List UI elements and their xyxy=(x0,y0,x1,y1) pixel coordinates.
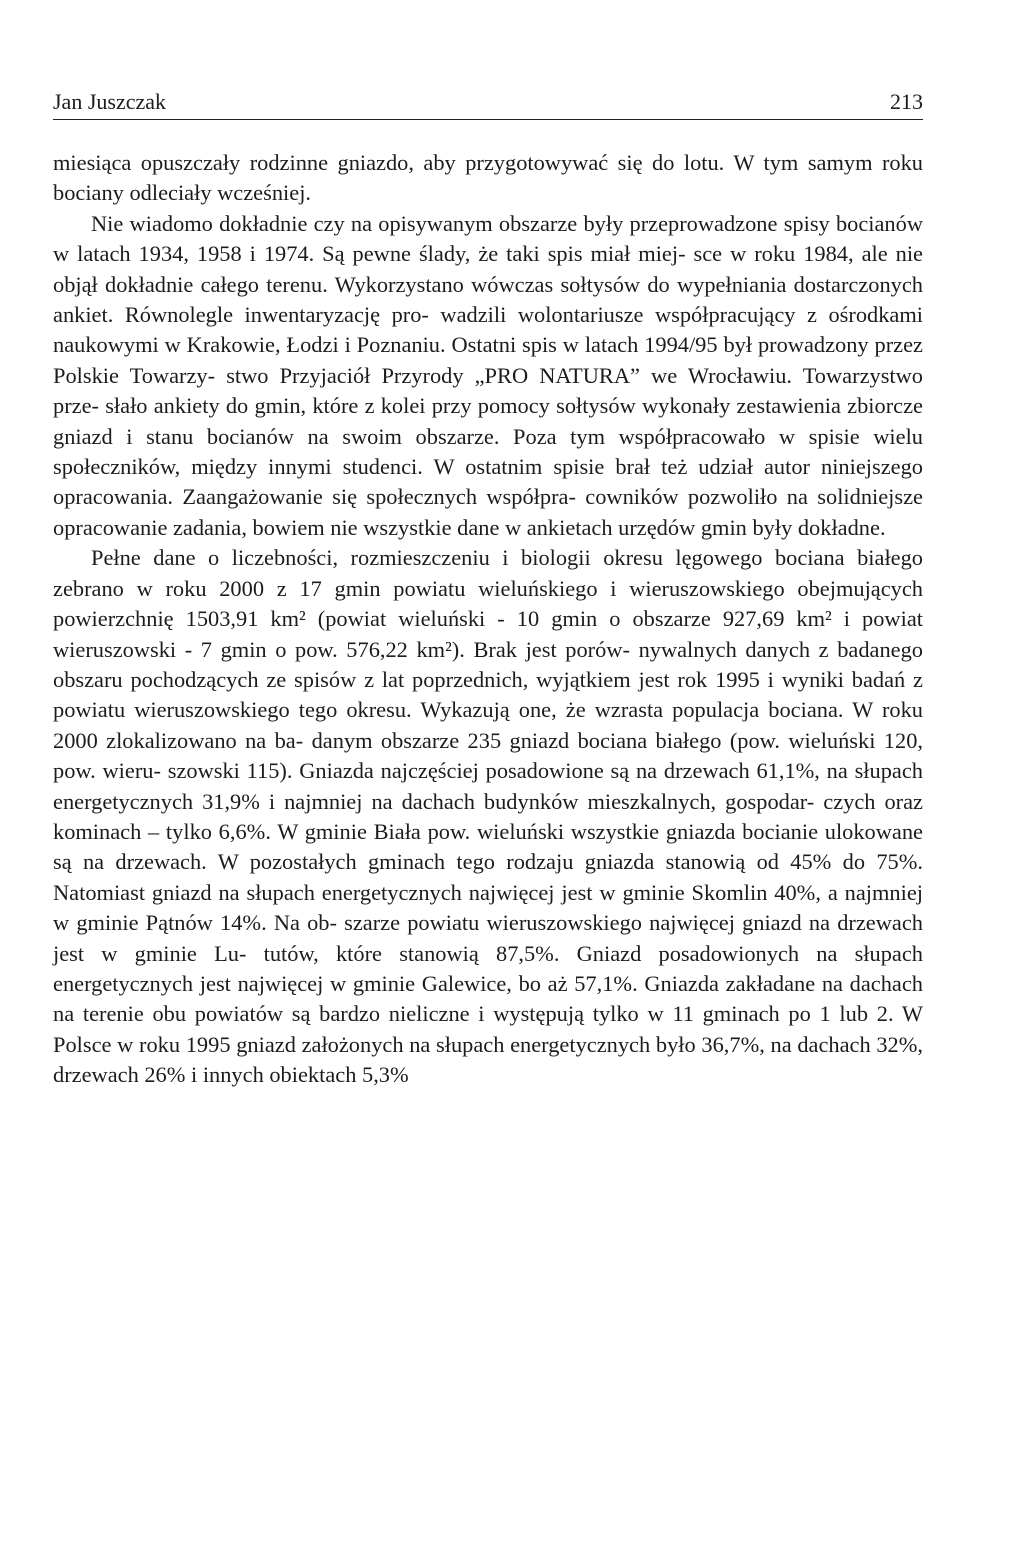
text-line: stwo Przyjaciół Przyrody „PRO NATURA” we Wrocławiu. Towarzystwo prze- xyxy=(53,362,923,419)
text-line: gniazda bocianie ulokowane są na drzewach. W pozostałych gminach tego rodzaju xyxy=(53,818,923,875)
text-line: Wykazują one, że wzrasta populacja bociana. W roku 2000 zlokalizowano na ba- xyxy=(53,697,923,753)
text-line: obejmujących powierzchnię 1503,91 km² (powiat wieluński - 10 gmin o obszarze xyxy=(53,575,923,632)
text-line: Nie wiadomo dokładnie czy na opisywanym obszarze były przeprowadzone xyxy=(91,210,778,236)
text-line: 36,7%, na dachach 32%, drzewach 26% i innych obiektach 5,3% xyxy=(53,1031,923,1088)
text-line: gniazda stanowią od 45% do 75%. Natomiast gniazd na słupach energetycznych xyxy=(53,849,923,905)
text-line: jest najwięcej w gminie Galewice, bo aż 57,1%. Gniazda zakładane na dachach na xyxy=(53,970,923,1027)
text-line: i Poznaniu. Ostatni spis w latach 1994/95 był prowadzony przez Polskie Towarzy- xyxy=(53,332,923,388)
text-line: cowników pozwoliło na solidniejsze opracowanie zadania, bowiem nie wszystkie xyxy=(53,484,923,540)
text-line: 2. W Polsce w roku 1995 gniazd założonych na słupach energetycznych było xyxy=(53,1001,923,1057)
text-line: samym roku bociany odleciały wcześniej. xyxy=(53,150,923,206)
running-head xyxy=(53,88,923,120)
text-line: czych oraz kominach – tylko 6,6%. W gminie Biała pow. wieluński wszystkie xyxy=(53,788,923,844)
page-number: 213 xyxy=(890,89,923,114)
text-line: udział autor niniejszego opracowania. Zaangażowanie się społecznych współpra- xyxy=(53,454,923,510)
text-line: słało ankiety do gmin, które z kolei przy pomocy sołtysów wykonały zestawienia xyxy=(105,393,841,419)
text-line: szowski 115). Gniazda najczęściej posadowione są na drzewach 61,1%, na słupach xyxy=(167,758,923,784)
text-line: terenie obu powiatów są bardzo nieliczne i występują tylko w 11 gminach po 1 lub xyxy=(82,1001,869,1027)
text-line: Pełne dane o liczebności, rozmieszczeniu i biologii okresu lęgowego bociana xyxy=(91,545,845,571)
book-page xyxy=(53,88,923,1091)
text-line: 927,69 km² i powiat wieruszowski - 7 gmin o pow. 576,22 km²). Brak jest porów- xyxy=(53,606,923,662)
text-line: zbiorcze gniazd i stanu bocianów na swoim obszarze. Poza tym współpracowało w xyxy=(53,393,923,449)
text-line: sołtysów do wypełniania dostarczonych ankiet. Równolegle inwentaryzację pro- xyxy=(53,271,923,328)
text-line: spisie wielu społeczników, między innymi studenci. W ostatnim spisie brał też xyxy=(53,423,923,480)
paragraph-3 xyxy=(53,543,923,1090)
text-line: sce w roku 1984, ale nie objął dokładnie całego terenu. Wykorzystano wówczas xyxy=(53,241,923,297)
text-line: nywalnych danych z badanego obszaru pochodzących ze spisów z lat poprzednich, xyxy=(53,636,923,692)
author-name: Jan Juszczak xyxy=(53,89,167,114)
text-line: najwięcej jest w gminie Skomlin 40%, a najmniej w gminie Pątnów 14%. Na ob- xyxy=(53,879,923,936)
paragraph-2 xyxy=(53,209,923,543)
text-line: tutów, które stanowią 87,5%. Gniazd posadowionych na słupach energetycznych xyxy=(53,940,923,996)
text-line: białego zebrano w roku 2000 z 17 gmin powiatu wieluńskiego i wieruszowskiego xyxy=(53,545,923,601)
text-line: miesiąca opuszczały rodzinne gniazdo, aby przygotowywać się do lotu. W tym xyxy=(53,150,799,175)
text-line: danym obszarze 235 gniazd bociana białego (pow. wieluński 120, pow. wieru- xyxy=(53,727,923,784)
body-text xyxy=(53,148,923,1091)
text-line: energetycznych 31,9% i najmniej na dachach budynków mieszkalnych, gospodar- xyxy=(53,788,815,814)
text-line: dane w ankietach urzędów gmin były dokładne. xyxy=(457,514,886,540)
paragraph-1 xyxy=(53,148,923,209)
text-line: wadzili wolontariusze współpracujący z ośrodkami naukowymi w Krakowie, Łodzi xyxy=(53,302,923,358)
text-line: wyjątkiem jest rok 1995 i wyniki badań z powiatu wieruszowskiego tego okresu. xyxy=(53,666,923,723)
text-line: szarze powiatu wieruszowskiego najwięcej gniazd na drzewach jest w gminie Lu- xyxy=(53,910,923,966)
text-line: spisy bocianów w latach 1934, 1958 i 1974. Są pewne ślady, że taki spis miał miej- xyxy=(53,210,923,267)
